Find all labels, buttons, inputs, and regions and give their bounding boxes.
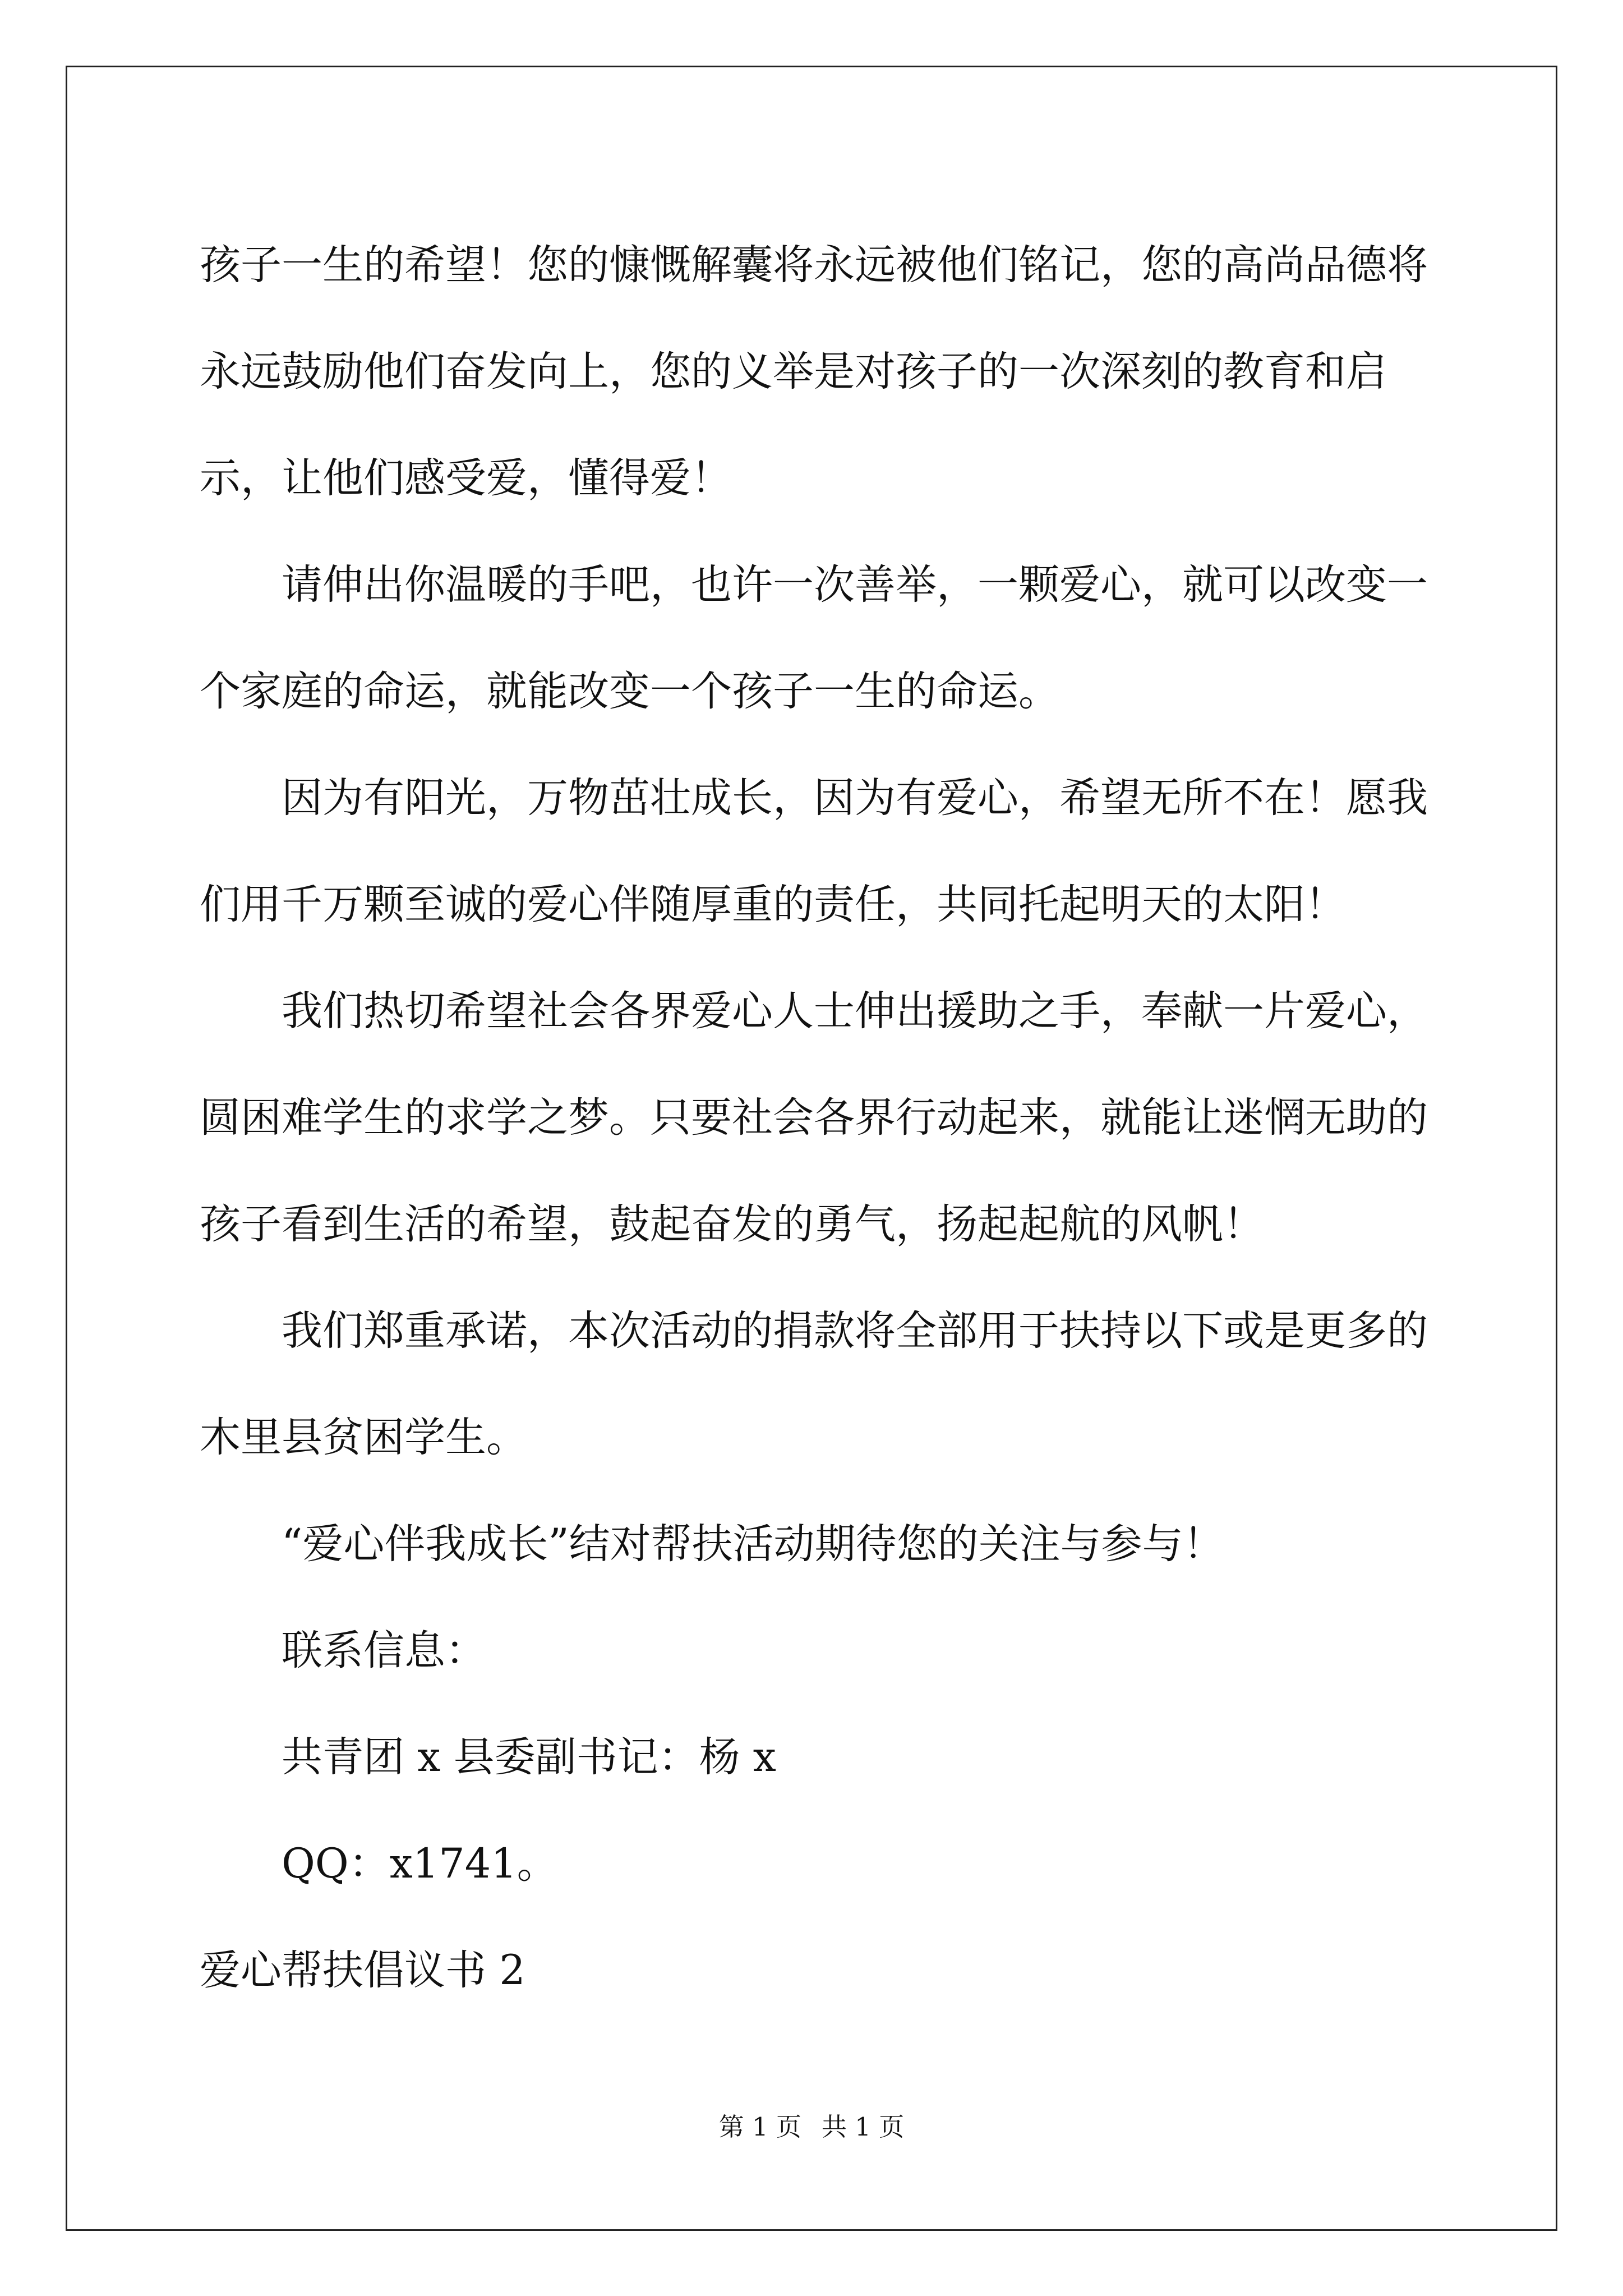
contact-qq: QQ：x1741。 xyxy=(282,1840,558,1888)
paragraph-1: 孩子一生的希望！您的慷慨解囊将永远被他们铭记，您的高尚品德将永远鼓励他们奋发向上，您的义举是对孩子的一次深刻的教育和启示，让他们感受爱，懂得爱！ xyxy=(200,241,1428,502)
document-body xyxy=(200,212,1445,2024)
page-number: 第 1 页 xyxy=(718,2112,801,2142)
contact-heading: 联系信息： xyxy=(282,1627,486,1674)
page-total: 共 1 页 xyxy=(822,2112,905,2142)
paragraph-2: 请伸出你温暖的手吧，也许一次善举，一颗爱心，就可以改变一个家庭的命运，就能改变一个孩子一生的命运。 xyxy=(200,561,1428,715)
page-footer xyxy=(0,2110,1623,2144)
section-title: 爱心帮扶倡议书 2 xyxy=(200,1947,525,1994)
paragraph-4: 我们热切希望社会各界爱心人士伸出援助之手，奉献一片爱心，圆困难学生的求学之梦。只要社会各界行动起来，就能让迷惘无助的孩子看到生活的希望，鼓起奋发的勇气，扬起起航的风帆！ xyxy=(200,987,1428,1248)
paragraph-6: “爱心伴我成长”结对帮扶活动期待您的关注与参与！ xyxy=(282,1520,1224,1568)
paragraph-3: 因为有阳光，万物茁壮成长，因为有爱心，希望无所不在！愿我们用千万颗至诚的爱心伴随厚重的责任，共同托起明天的太阳！ xyxy=(200,774,1428,928)
contact-person: 共青团 x 县委副书记：杨 x xyxy=(282,1733,776,1781)
paragraph-5: 我们郑重承诺，本次活动的捐款将全部用于扶持以下或是更多的木里县贫困学生。 xyxy=(200,1307,1428,1461)
